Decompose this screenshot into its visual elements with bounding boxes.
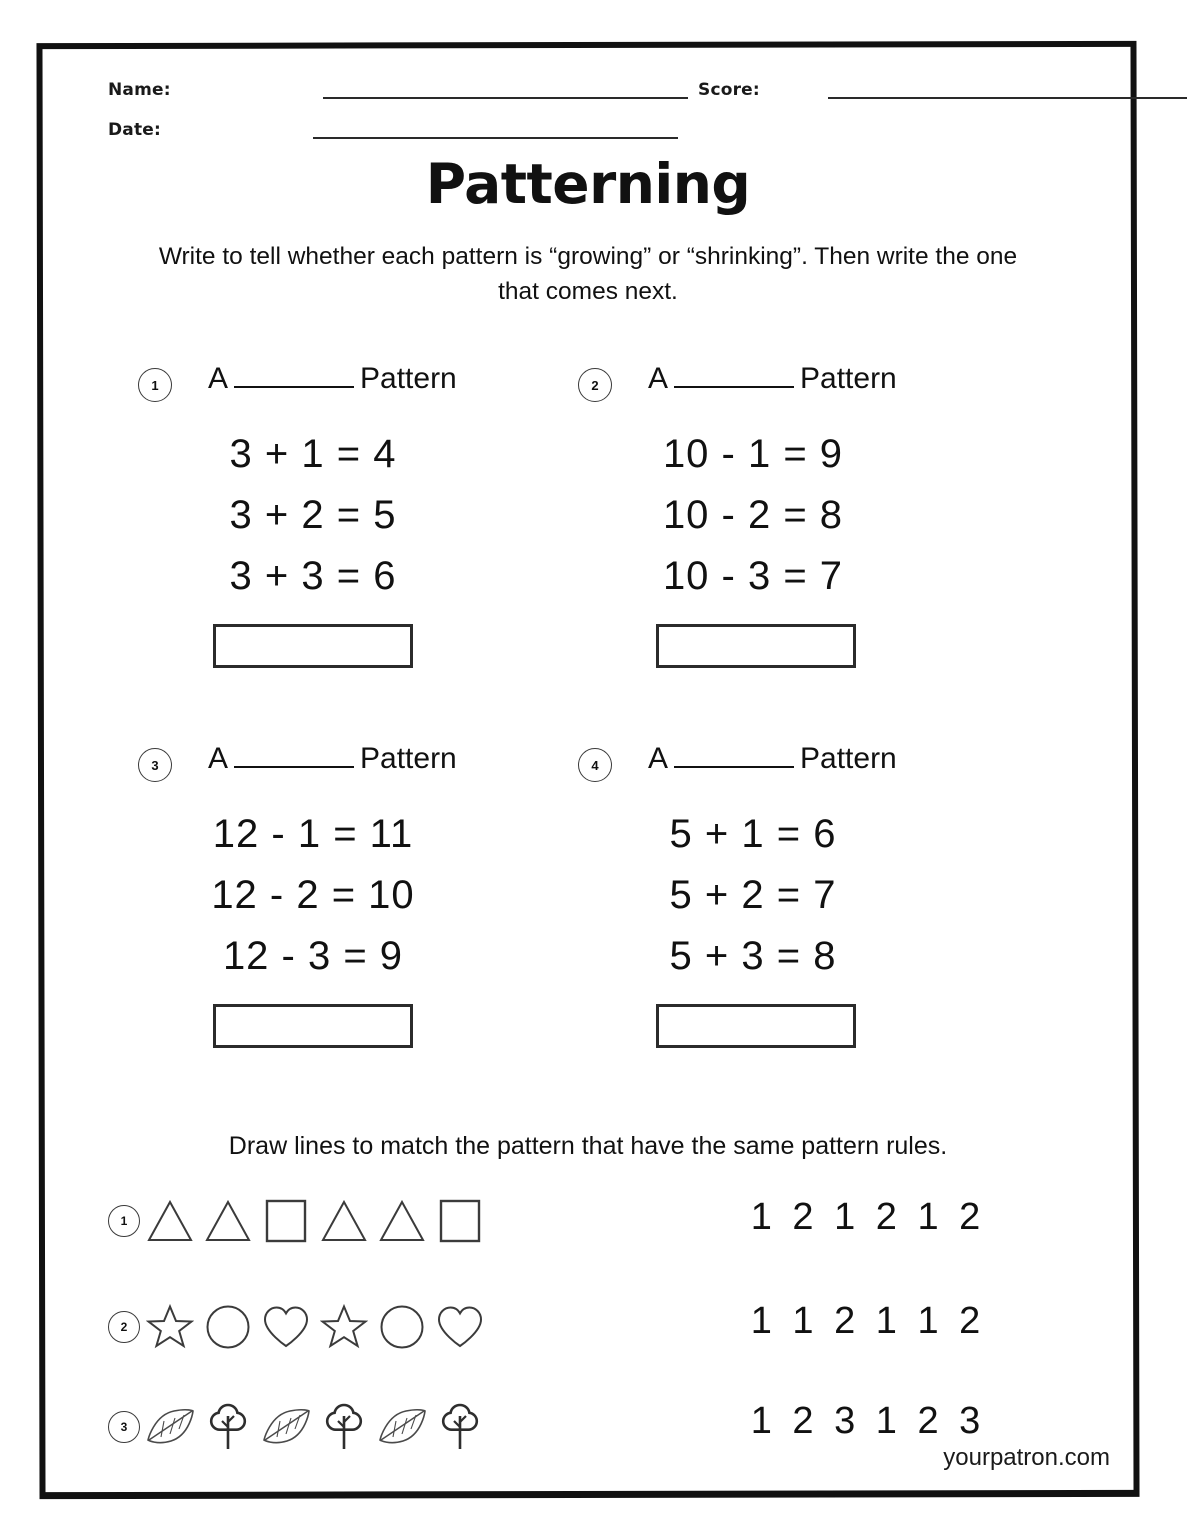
- tree-icon: [434, 1400, 486, 1454]
- prompt-suffix: Pattern: [800, 742, 897, 775]
- equation-line: 3 + 2 = 5: [229, 492, 397, 537]
- number-pattern-3[interactable]: 1 2 3 1 2 3: [750, 1400, 986, 1442]
- circle-icon: [376, 1300, 428, 1354]
- name-field-group: [108, 82, 688, 99]
- equation-list: [98, 804, 528, 986]
- problem-2: [538, 362, 1018, 702]
- star-icon: [318, 1300, 370, 1354]
- instructions-text: Write to tell whether each pattern is “growing” or “shrinking”. Then write the one that comes next.: [158, 243, 1018, 305]
- problem-number-badge: 1: [138, 368, 172, 402]
- date-label: Date:: [108, 120, 162, 140]
- pattern-type-blank[interactable]: [674, 742, 794, 768]
- heart-icon: [260, 1300, 312, 1354]
- equation-line: 5 + 2 = 7: [669, 872, 837, 917]
- equation-line: 10 - 1 = 9: [662, 432, 844, 476]
- star-icon: [144, 1300, 196, 1354]
- equation-list: [538, 424, 968, 606]
- score-field-group: [698, 82, 1187, 99]
- name-input-line[interactable]: [323, 96, 688, 99]
- matching-row-badge: 2: [108, 1311, 140, 1343]
- equation-line: 10 - 2 = 8: [662, 492, 844, 537]
- matching-row-badge: 3: [108, 1411, 140, 1443]
- answer-box[interactable]: [656, 624, 856, 668]
- pattern-type-prompt: [208, 742, 457, 776]
- prompt-prefix: A: [208, 742, 229, 775]
- answer-box[interactable]: [656, 1004, 856, 1048]
- shape-sequence[interactable]: [144, 1194, 486, 1248]
- problem-number-badge: 3: [138, 748, 172, 782]
- leaf-icon: [144, 1400, 196, 1454]
- problem-number-badge: 4: [578, 748, 612, 782]
- problem-4: [538, 742, 1018, 1082]
- pattern-type-blank[interactable]: [234, 362, 354, 388]
- equation-list: [538, 804, 968, 986]
- triangle-icon: [144, 1194, 196, 1248]
- circle-icon: [202, 1300, 254, 1354]
- pattern-type-blank[interactable]: [674, 362, 794, 388]
- shape-sequence[interactable]: [144, 1300, 486, 1354]
- pattern-type-blank[interactable]: [234, 742, 354, 768]
- equation-line: 10 - 3 = 7: [662, 553, 844, 598]
- problem-number-badge: 2: [578, 368, 612, 402]
- prompt-prefix: A: [648, 742, 669, 775]
- score-label: Score:: [698, 80, 760, 100]
- tree-icon: [318, 1400, 370, 1454]
- equation-list: [98, 424, 528, 606]
- triangle-icon: [202, 1194, 254, 1248]
- answer-box[interactable]: [213, 624, 413, 668]
- worksheet-header: [38, 42, 1138, 162]
- matching-instructions: Draw lines to match the pattern that have the same pattern rules.: [228, 1132, 948, 1160]
- problem-1: [98, 362, 578, 702]
- matching-row-badge: 1: [108, 1205, 140, 1237]
- pattern-type-prompt: [648, 742, 897, 776]
- leaf-icon: [260, 1400, 312, 1454]
- equation-line: 12 - 2 = 10: [211, 872, 415, 917]
- prompt-prefix: A: [208, 362, 229, 395]
- worksheet-sheet: [38, 42, 1138, 1498]
- prompt-suffix: Pattern: [360, 362, 457, 395]
- number-pattern-2[interactable]: 1 1 2 1 1 2: [750, 1300, 986, 1342]
- shape-sequence[interactable]: [144, 1400, 486, 1454]
- pattern-type-prompt: [648, 362, 897, 396]
- number-pattern-1[interactable]: 1 2 1 2 1 2: [750, 1196, 986, 1238]
- date-input-line[interactable]: [313, 136, 678, 139]
- heart-icon: [434, 1300, 486, 1354]
- page-title: Patterning: [425, 152, 751, 216]
- equation-line: 3 + 3 = 6: [229, 553, 397, 598]
- equation-line: 12 - 3 = 9: [222, 933, 404, 978]
- name-label: Name:: [108, 80, 171, 100]
- prompt-prefix: A: [648, 362, 669, 395]
- prompt-suffix: Pattern: [360, 742, 457, 775]
- problem-3: [98, 742, 578, 1082]
- footer-watermark: yourpatron.com: [943, 1444, 1110, 1471]
- triangle-icon: [376, 1194, 428, 1248]
- prompt-suffix: Pattern: [800, 362, 897, 395]
- equation-line: 3 + 1 = 4: [229, 432, 397, 476]
- tree-icon: [202, 1400, 254, 1454]
- score-input-line[interactable]: [828, 96, 1187, 99]
- equation-line: 5 + 1 = 6: [669, 812, 837, 856]
- answer-box[interactable]: [213, 1004, 413, 1048]
- equation-line: 12 - 1 = 11: [212, 812, 414, 856]
- square-icon: [434, 1194, 486, 1248]
- triangle-icon: [318, 1194, 370, 1248]
- equation-line: 5 + 3 = 8: [669, 933, 837, 978]
- square-icon: [260, 1194, 312, 1248]
- pattern-type-prompt: [208, 362, 457, 396]
- date-field-group: [108, 122, 678, 139]
- leaf-icon: [376, 1400, 428, 1454]
